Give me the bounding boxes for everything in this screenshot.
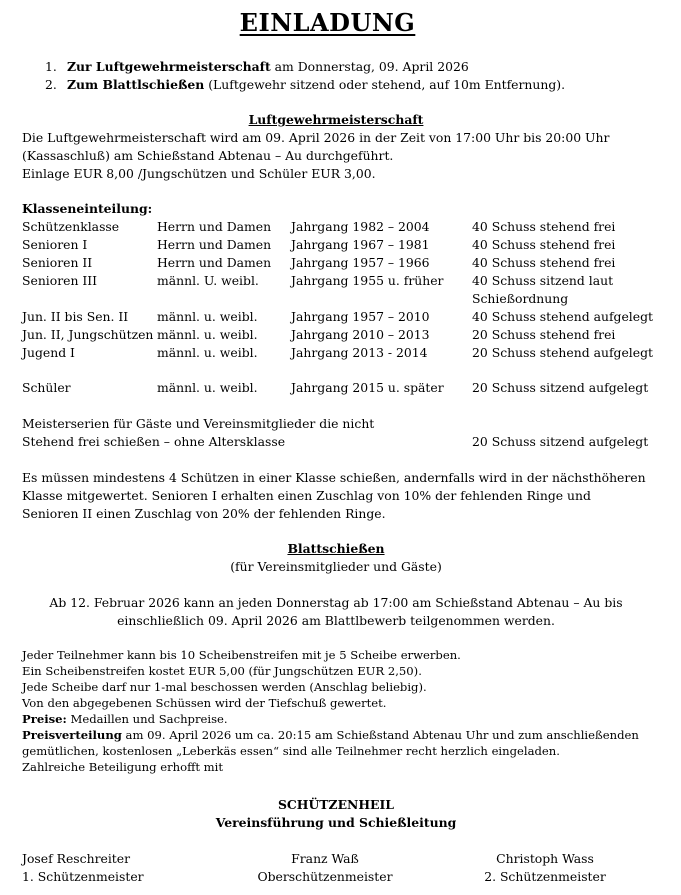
class-year: Jahrgang 1982 – 2004 — [291, 219, 430, 234]
prizes-label: Preise: — [22, 712, 67, 726]
class-year: Jahrgang 2010 – 2013 — [291, 327, 430, 342]
signatory-role: 1. Schützenmeister — [22, 869, 144, 884]
ceremony-line-2: gemütlichen, kostenlosen „Leberkäs essen“ sind alle Teilnehmer recht herzlich eingeladen. — [22, 744, 560, 758]
blatt-detail-line: Jeder Teilnehmer kann bis 10 Scheibenstreifen mit je 5 Scheibe erwerben. — [22, 648, 461, 662]
class-name: Jugend I — [22, 345, 75, 360]
classes-label: Klasseneinteilung: — [22, 201, 153, 216]
class-name: Senioren III — [22, 273, 98, 288]
ceremony-text: am 09. April 2026 um ca. 20:15 am Schießstand Abtenau Uhr und zum anschließenden — [121, 728, 639, 742]
class-shots: 40 Schuss stehend aufgelegt — [472, 309, 654, 324]
class-gender: männl. u. weibl. — [157, 380, 258, 395]
greeting: SCHÜTZENHEIL — [277, 797, 395, 812]
class-gender: männl. u. weibl. — [157, 345, 258, 360]
class-shots: 40 Schuss stehend frei — [472, 237, 616, 252]
class-shots: 20 Schuss sitzend aufgelegt — [472, 380, 649, 395]
master-series-line: Meisterserien für Gäste und Vereinsmitglieder die nicht — [22, 416, 375, 431]
lg-intro-line: Einlage EUR 8,00 /Jungschützen und Schüler EUR 3,00. — [22, 166, 376, 181]
class-name: Senioren I — [22, 237, 88, 252]
rules-line: Senioren II einen Zuschlag von 20% der fehlenden Ringe. — [22, 506, 386, 521]
class-name: Senioren II — [22, 255, 93, 270]
agenda-item-number: 2. — [45, 77, 57, 92]
class-year: Jahrgang 1957 – 1966 — [291, 255, 430, 270]
class-shots: 20 Schuss stehend frei — [472, 327, 616, 342]
class-gender: männl. u. weibl. — [157, 327, 258, 342]
agenda-item-text — [67, 58, 469, 76]
rules-line: Es müssen mindestens 4 Schützen in einer Klasse schießen, andernfalls wird in der nächsthöheren — [22, 470, 646, 485]
prizes-line — [22, 711, 228, 727]
class-name: Jun. II bis Sen. II — [22, 309, 129, 324]
ceremony-label: Preisverteilung — [22, 728, 122, 742]
rules-line: Klasse mitgewertet. Senioren I erhalten einen Zuschlag von 10% der fehlenden Ringe und — [22, 488, 591, 503]
class-name: Schützenklasse — [22, 219, 120, 234]
blatt-intro-line: einschließlich 09. April 2026 am Blattlbewerb teilgenommen werden. — [117, 613, 555, 628]
class-shots: 40 Schuss sitzend laut — [472, 273, 614, 288]
master-series-line: Stehend frei schießen – ohne Altersklasse — [22, 434, 286, 449]
lg-intro-line: (Kassaschluß) am Schießstand Abtenau – Au durchgeführt. — [22, 148, 394, 163]
agenda-item-rest: (Luftgewehr sitzend oder stehend, auf 10m Entfernung). — [204, 77, 566, 92]
signatory-name: Josef Reschreiter — [22, 851, 131, 866]
class-year: Jahrgang 1955 u. früher — [291, 273, 444, 288]
class-name: Schüler — [22, 380, 71, 395]
class-shots: 40 Schuss stehend frei — [472, 255, 616, 270]
signatory-name: Franz Waß — [291, 851, 359, 866]
class-year: Jahrgang 2013 - 2014 — [291, 345, 428, 360]
class-name: Jun. II, Jungschützen — [22, 327, 154, 342]
lg-intro-line: Die Luftgewehrmeisterschaft wird am 09. April 2026 in der Zeit von 17:00 Uhr bis 20:00 Uhr — [22, 130, 610, 145]
class-gender: Herrn und Damen — [157, 255, 272, 270]
signatory-role: Oberschützenmeister — [257, 869, 393, 884]
signatory-name: Christoph Wass — [496, 851, 594, 866]
agenda-item-rest: am Donnerstag, 09. April 2026 — [270, 59, 469, 74]
blatt-detail-line: Jede Scheibe darf nur 1-mal beschossen werden (Anschlag beliebig). — [22, 680, 427, 694]
class-shots-continued: Schießordnung — [472, 291, 569, 306]
class-gender: Herrn und Damen — [157, 219, 272, 234]
agenda-item-text — [67, 76, 565, 94]
section-heading-luftgewehr: Luftgewehrmeisterschaft — [248, 112, 424, 127]
organization: Vereinsführung und Schießleitung — [215, 815, 457, 830]
agenda-item-number: 1. — [45, 59, 57, 74]
master-series-shots: 20 Schuss sitzend aufgelegt — [472, 434, 649, 449]
closing-line: Zahlreiche Beteiligung erhofft mit — [22, 760, 224, 774]
blatt-detail-line: Von den abgegebenen Schüssen wird der Tiefschuß gewertet. — [22, 696, 387, 710]
class-gender: männl. u. weibl. — [157, 309, 258, 324]
section-subheading-blatt: (für Vereinsmitglieder und Gäste) — [230, 559, 442, 574]
signatory-role: 2. Schützenmeister — [484, 869, 606, 884]
class-year: Jahrgang 2015 u. später — [291, 380, 444, 395]
section-heading-blatt: Blattschießen — [287, 541, 385, 556]
class-gender: männl. U. weibl. — [157, 273, 259, 288]
class-gender: Herrn und Damen — [157, 237, 272, 252]
class-shots: 20 Schuss stehend aufgelegt — [472, 345, 654, 360]
class-year: Jahrgang 1957 – 2010 — [291, 309, 430, 324]
agenda-item-bold: Zum Blattlschießen — [67, 77, 205, 92]
ceremony-line — [22, 727, 639, 743]
class-year: Jahrgang 1967 – 1981 — [291, 237, 430, 252]
blatt-intro-line: Ab 12. Februar 2026 kann an jeden Donnerstag ab 17:00 am Schießstand Abtenau – Au bis — [49, 595, 623, 610]
document-title: EINLADUNG — [239, 8, 416, 37]
blatt-detail-line: Ein Scheibenstreifen kostet EUR 5,00 (für Jungschützen EUR 2,50). — [22, 664, 422, 678]
prizes-text: Medaillen und Sachpreise. — [66, 712, 228, 726]
agenda-item-bold: Zur Luftgewehrmeisterschaft — [67, 59, 271, 74]
class-shots: 40 Schuss stehend frei — [472, 219, 616, 234]
